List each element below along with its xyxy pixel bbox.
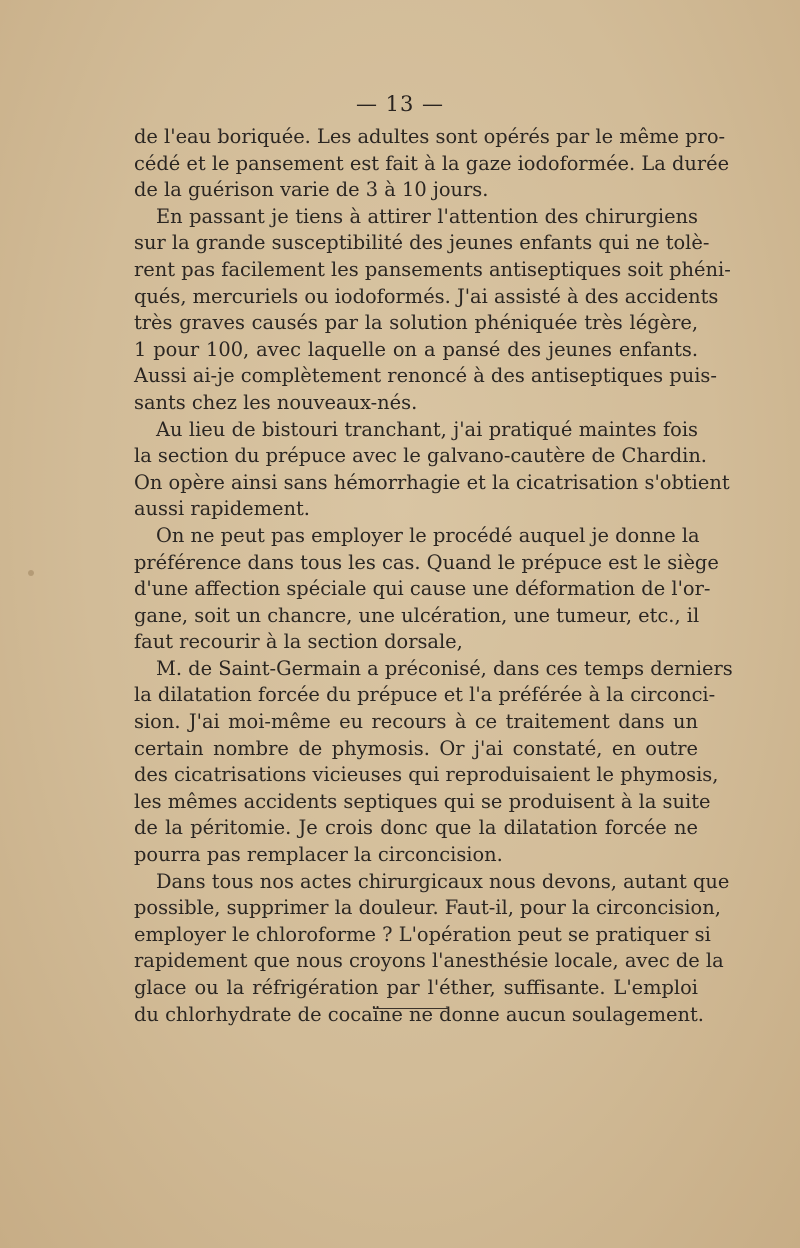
text-line: de l'eau boriquée. Les adultes sont opérés par le même pro- [134, 125, 726, 148]
text-line: Au lieu de bistouri tranchant, j'ai pratiqué maintes fois [156, 417, 698, 441]
text-line: préférence dans tous les cas. Quand le prépuce est le siège [134, 550, 719, 574]
text-line: sur la grande susceptibilité des jeunes enfants qui ne tolè- [134, 231, 710, 255]
text-line: du chlorhydrate de cocaïne ne donne aucun soulagement. [134, 1002, 704, 1026]
text-line: les mêmes accidents septiques qui se produisent à la suite [134, 789, 711, 813]
text-line: sants chez les nouveaux-nés. [134, 390, 418, 414]
text-line: possible, supprimer la douleur. Faut-il, pour la circoncision, [134, 896, 721, 920]
text-line: d'une affection spéciale qui cause une déformation de l'or- [134, 577, 711, 601]
text-line: En passant je tiens à attirer l'attention des chirurgiens [156, 204, 698, 228]
text-line: de la péritomie. Je crois donc que la dilatation forcée ne [134, 816, 698, 840]
text-line: aussi rapidement. [134, 497, 310, 521]
text-line: très graves causés par la solution phéniquée très légère, [134, 311, 698, 335]
text-line: 1 pour 100, avec laquelle on a pansé des jeunes enfants. [134, 337, 698, 361]
page-number: — 13 — [355, 92, 445, 116]
text-line: certain nombre de phymosis. Or j'ai constaté, en outre [134, 736, 698, 760]
text-line: employer le chloroforme ? L'opération peut se pratiquer si [134, 922, 711, 946]
text-line: sion. J'ai moi-même eu recours à ce traitement dans un [134, 710, 698, 734]
text-line: Aussi ai-je complètement renoncé à des antiseptiques puis- [134, 364, 717, 388]
text-line: rapidement que nous croyons l'anesthésie locale, avec de la [134, 949, 724, 973]
text-line: pourra pas remplacer la circoncision. [134, 843, 503, 867]
text-line: M. de Saint-Germain a préconisé, dans ces temps derniers [156, 656, 733, 680]
text-line: de la guérison varie de 3 à 10 jours. [134, 178, 489, 202]
text-line: des cicatrisations vicieuses qui reproduisaient le phymosis, [134, 763, 719, 787]
text-line: Dans tous nos actes chirurgicaux nous devons, autant que [156, 869, 730, 893]
paper-stain [28, 570, 34, 576]
text-line: cédé et le pansement est fait à la gaze iodoformée. La durée [134, 151, 730, 175]
text-line: On ne peut pas employer le procédé auquel je donne la [156, 523, 700, 547]
body-text [134, 124, 733, 1028]
text-line: glace ou la réfrigération par l'éther, suffisante. L'emploi [134, 976, 698, 999]
end-rule [373, 1008, 449, 1009]
text-line: gane, soit un chancre, une ulcération, une tumeur, etc., il [134, 603, 700, 627]
text-line: la section du prépuce avec le galvano-cautère de Chardin. [134, 444, 707, 468]
text-line: On opère ainsi sans hémorrhagie et la cicatrisation s'obtient [134, 470, 730, 494]
text-line: faut recourir à la section dorsale, [134, 630, 463, 654]
text-line: rent pas facilement les pansements antiseptiques soit phéni- [134, 257, 731, 281]
text-line: qués, mercuriels ou iodoformés. J'ai assisté à des accidents [134, 284, 719, 308]
text-line: la dilatation forcée du prépuce et l'a préférée à la circonci- [134, 683, 716, 707]
